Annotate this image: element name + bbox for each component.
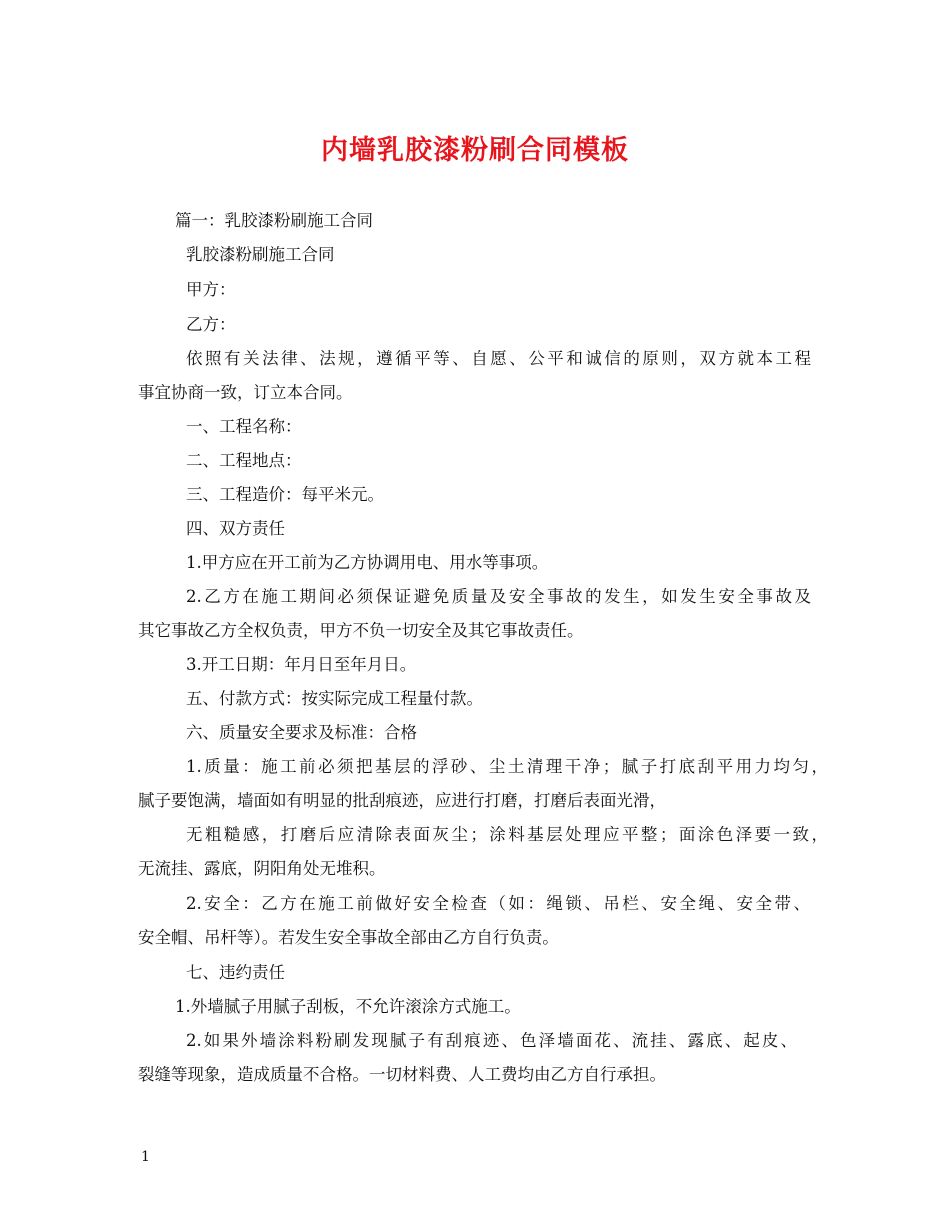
clause-line: 四、双方责任 xyxy=(186,519,285,538)
contract-heading: 乳胶漆粉刷施工合同 xyxy=(186,245,335,264)
clause-line: 1.质量：施工前必须把基层的浮砂、尘土清理干净；腻子打底刮平用力均匀， xyxy=(186,757,828,776)
clause-line: 2.乙方在施工期间必须保证避免质量及安全事故的发生，如发生安全事故及 xyxy=(186,587,811,606)
clause-line: 2.安全：乙方在施工前做好安全检查（如：绳锁、吊栏、安全绳、安全带、 xyxy=(186,894,810,913)
clause-line: 腻子要饱满，墙面如有明显的批刮痕迹，应进行打磨，打磨后表面光滑， xyxy=(138,791,666,810)
clause-line: 3.开工日期：年月日至年月日。 xyxy=(186,655,417,674)
party-b-line: 乙方： xyxy=(186,315,236,334)
clause-line: 二、工程地点： xyxy=(186,451,302,470)
clause-line: 一、工程名称： xyxy=(186,417,302,436)
page-number: 1 xyxy=(141,1149,150,1165)
clause-line: 1.外墙腻子用腻子刮板，不允许滚涂方式施工。 xyxy=(175,997,521,1016)
clause-line: 1.甲方应在开工前为乙方协调用电、用水等事项。 xyxy=(186,553,549,572)
party-a-line: 甲方： xyxy=(186,280,236,299)
clause-line: 七、违约责任 xyxy=(186,963,285,982)
clause-line: 其它事故乙方全权负责，甲方不负一切安全及其它事故责任。 xyxy=(138,621,584,640)
clause-line: 裂缝等现象，造成质量不合格。一切材料费、人工费均由乙方自行承担。 xyxy=(138,1065,666,1084)
section-heading: 篇一：乳胶漆粉刷施工合同 xyxy=(175,211,373,230)
clause-line: 安全帽、吊杆等）。若发生安全事故全部由乙方自行负责。 xyxy=(138,928,559,947)
paragraph-line: 事宜协商一致，订立本合同。 xyxy=(138,383,353,402)
document-title: 内墙乳胶漆粉刷合同模板 xyxy=(321,135,629,166)
paragraph-line: 依照有关法律、法规，遵循平等、自愿、公平和诚信的原则，双方就本工程 xyxy=(186,349,811,368)
clause-line: 2.如果外墙涂料粉刷发现腻子有刮痕迹、色泽墙面花、流挂、露底、起皮、 xyxy=(186,1031,797,1050)
clause-line: 六、质量安全要求及标准：合格 xyxy=(186,723,417,742)
clause-line: 无粗糙感，打磨后应清除表面灰尘；涂料基层处理应平整；面涂色泽要一致， xyxy=(186,825,828,844)
clause-line: 无流挂、露底，阴阳角处无堆积。 xyxy=(138,859,386,878)
clause-line: 五、付款方式：按实际完成工程量付款。 xyxy=(186,689,483,708)
clause-line: 三、工程造价：每平米元。 xyxy=(186,485,384,504)
